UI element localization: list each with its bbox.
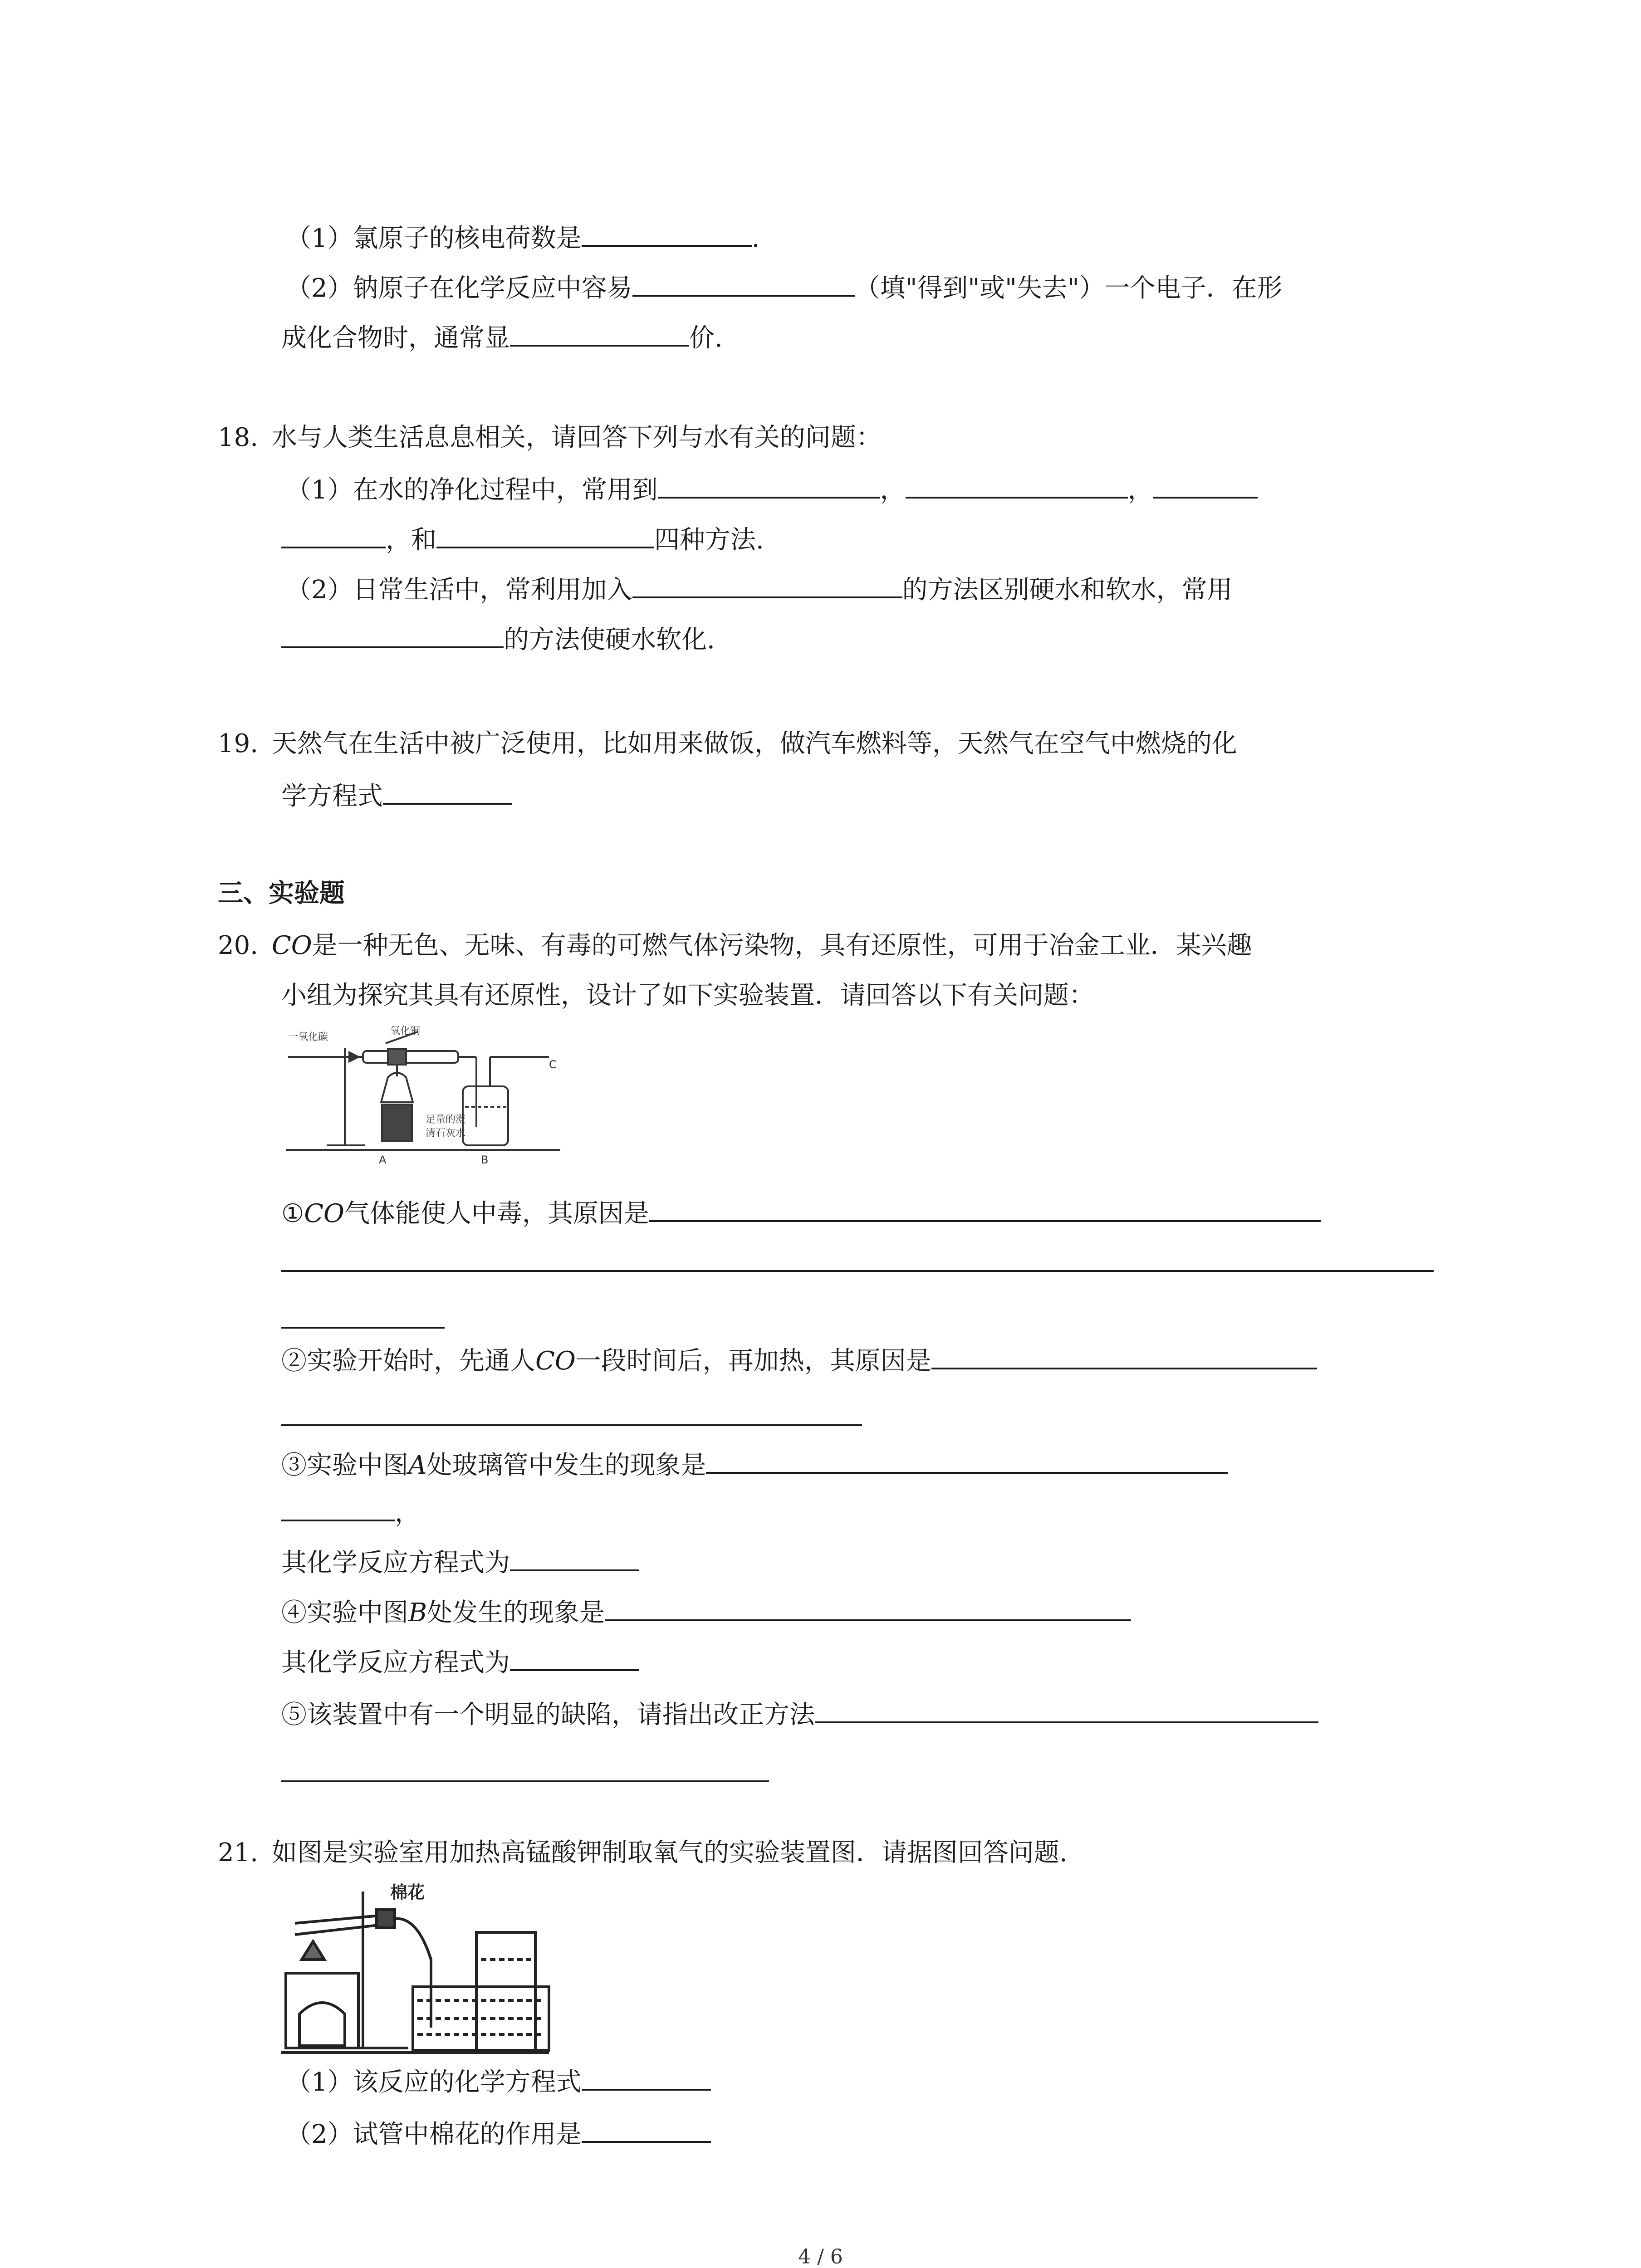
answer-blank[interactable]	[815, 1694, 1318, 1723]
q20-sub2	[281, 1340, 1317, 1379]
q17-sub1-text: （1）氯原子的核电荷数是	[286, 224, 582, 253]
q19-stem	[218, 726, 1237, 762]
label-b: B	[481, 1154, 489, 1166]
answer-blank[interactable]	[582, 2114, 711, 2143]
limewater-label-line1: 足量的澄	[426, 1114, 466, 1125]
answer-blank[interactable]	[510, 318, 689, 347]
q20-sub3-equation	[281, 1542, 639, 1581]
answer-blank-line[interactable]	[281, 1780, 769, 1782]
answer-blank[interactable]	[436, 519, 654, 548]
label-a: A	[408, 1451, 427, 1480]
q18-sub1	[286, 469, 1258, 508]
q19-line2	[281, 776, 512, 815]
q20-sub4-text: ④实验中图	[281, 1598, 408, 1628]
answer-blank[interactable]	[510, 1542, 639, 1571]
section-title	[218, 875, 345, 912]
comma: ，	[880, 475, 906, 505]
gas-in-label: 一氧化碳	[288, 1031, 328, 1043]
answer-blank[interactable]	[281, 619, 504, 648]
q20-stem	[218, 928, 1252, 964]
section-title-text: 三、实验题	[218, 879, 345, 908]
question-number: 21.	[218, 1838, 259, 1867]
q20-sub2-text: ②实验开始时，先通人	[281, 1346, 535, 1376]
q20-sub1	[281, 1193, 1321, 1232]
q18-sub1-line2-suffix: 四种方法.	[654, 525, 764, 555]
label-b: B	[408, 1598, 427, 1628]
q20-sub4-eq-text: 其化学反应方程式为	[281, 1648, 510, 1677]
q20-sub3-rest: 处玻璃管中发生的现象是	[426, 1451, 706, 1480]
q19-text: 天然气在生活中被广泛使用，比如用来做饭，做汽车燃料等，天然气在空气中燃烧的化	[271, 729, 1237, 758]
answer-blank[interactable]	[706, 1445, 1228, 1474]
q20-line2	[281, 978, 1094, 1014]
answer-blank[interactable]	[605, 1592, 1131, 1621]
question-number: 19.	[218, 729, 259, 758]
co-reduction-apparatus-figure	[281, 1023, 563, 1168]
q17-sub1	[286, 218, 759, 257]
q20-text: 是一种无色、无味、有毒的可燃气体污染物，具有还原性，可用于冶金工业．某兴趣	[312, 931, 1252, 960]
answer-blank[interactable]	[658, 469, 880, 499]
limewater-label-line2: 清石灰水	[426, 1128, 466, 1139]
arrow-icon	[349, 1052, 358, 1061]
answer-blank-line[interactable]	[281, 1424, 862, 1426]
q20-sub2-rest: 一段时间后，再加热，其原因是	[575, 1346, 931, 1376]
q21-sub1	[286, 2062, 711, 2101]
q18-sub1-line2	[281, 519, 764, 558]
question-number: 20.	[218, 931, 259, 960]
q21-stem	[218, 1835, 1068, 1871]
answer-blank[interactable]	[632, 569, 902, 598]
page-number: 4 / 6	[798, 2245, 843, 2268]
q18-sub2	[286, 569, 1233, 608]
q21-text: 如图是实验室用加热高锰酸钾制取氧气的实验装置图．请据图回答问题.	[271, 1838, 1068, 1867]
q17-sub2-line2-suffix: 价.	[689, 323, 723, 353]
q18-sub1-text: （1）在水的净化过程中，常用到	[286, 475, 658, 505]
q21-sub1-text: （1）该反应的化学方程式	[286, 2068, 582, 2097]
answer-blank[interactable]	[931, 1340, 1317, 1369]
q20-sub5-text: ⑤该装置中有一个明显的缺陷，请指出改正方法	[281, 1700, 815, 1730]
q18-sub2-line2-suffix: 的方法使硬水软化.	[504, 625, 715, 655]
q17-sub1-suffix: .	[751, 224, 760, 253]
q20-sub3-text: ③实验中图	[281, 1451, 408, 1480]
answer-blank[interactable]	[281, 1492, 395, 1521]
question-number: 18.	[218, 423, 259, 452]
co-formula: CO	[535, 1346, 576, 1376]
q20-line2-text: 小组为探究其具有还原性，设计了如下实验装置．请回答以下有关问题：	[281, 981, 1094, 1010]
q20-sub3-eq-text: 其化学反应方程式为	[281, 1548, 510, 1578]
oxygen-generation-apparatus-figure	[281, 1878, 572, 2059]
answer-blank[interactable]	[906, 469, 1128, 499]
q20-sub4	[281, 1592, 1131, 1631]
q20-sub1-num: ①	[281, 1199, 304, 1228]
answer-blank[interactable]	[632, 268, 855, 297]
q21-sub2-text: （2）试管中棉花的作用是	[286, 2120, 582, 2149]
q20-sub4-equation	[281, 1642, 639, 1681]
copper-oxide-label: 氧化铜	[390, 1026, 421, 1037]
co-formula: CO	[271, 931, 312, 960]
q20-sub3-line2	[281, 1492, 420, 1531]
q18-sub2-middle: 的方法区别硬水和软水，常用	[902, 575, 1233, 605]
answer-blank[interactable]	[1153, 469, 1258, 499]
q17-sub2-line2-text: 成化合物时，通常显	[281, 323, 510, 353]
answer-blank[interactable]	[582, 2062, 711, 2091]
q21-sub2	[286, 2114, 711, 2153]
answer-blank[interactable]	[582, 218, 752, 247]
q18-sub2-line2	[281, 619, 715, 658]
co-formula: CO	[304, 1199, 344, 1228]
q20-sub5	[281, 1694, 1318, 1733]
cotton-label: 棉花	[390, 1882, 425, 1902]
label-c: C	[549, 1058, 557, 1071]
q17-sub2-text: （2）钠原子在化学反应中容易	[286, 274, 632, 303]
comma: ，	[395, 1498, 420, 1528]
answer-blank-line[interactable]	[281, 1327, 445, 1329]
q17-sub2-line2	[281, 318, 723, 357]
q19-line2-text: 学方程式	[281, 782, 383, 811]
q17-sub2-middle: （填"得到"或"失去"）一个电子．在形	[854, 274, 1283, 303]
q18-sub2-text: （2）日常生活中，常利用加入	[286, 575, 632, 605]
answer-blank[interactable]	[649, 1193, 1321, 1222]
answer-blank[interactable]	[510, 1642, 639, 1671]
q18-sub1-line2-middle: ，和	[386, 525, 436, 555]
answer-blank-line[interactable]	[281, 1270, 1434, 1272]
q20-sub4-rest: 处发生的现象是	[427, 1598, 605, 1628]
label-a: A	[379, 1154, 387, 1166]
answer-blank[interactable]	[383, 776, 512, 805]
comma: ，	[1127, 475, 1153, 505]
q18-stem	[218, 420, 882, 456]
q20-sub3	[281, 1445, 1228, 1484]
q18-text: 水与人类生活息息相关，请回答下列与水有关的问题：	[271, 423, 882, 452]
q20-sub1-text: 气体能使人中毒，其原因是	[344, 1199, 649, 1228]
answer-blank[interactable]	[281, 519, 386, 548]
q17-sub2	[286, 268, 1283, 307]
